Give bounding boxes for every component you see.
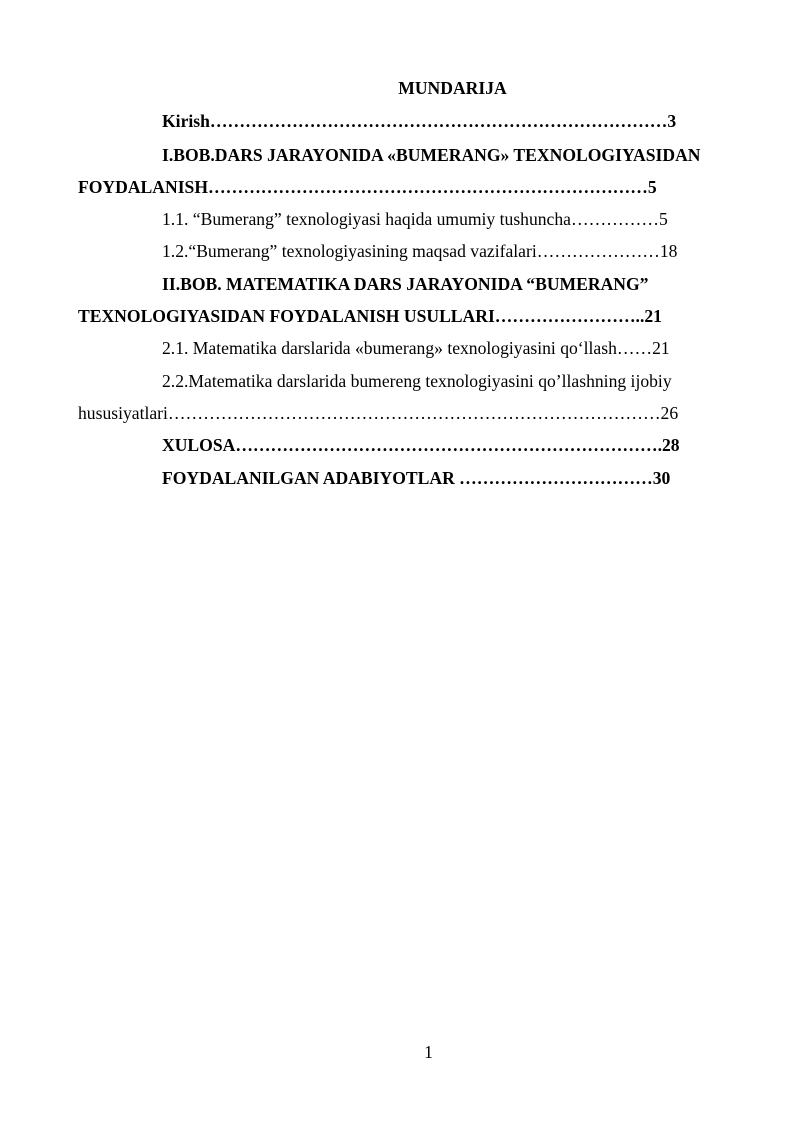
toc-title: MUNDARIJA: [398, 78, 507, 98]
toc-entry-chapter-2-line-1: II.BOB. MATEMATIKA DARS JARAYONIDA “BUMERANG”: [162, 274, 649, 294]
toc-entry-section-2-2-line-2: hususiyatlari…………………………………………………………………………26: [78, 403, 679, 423]
toc-entry-adabiyotlar: FOYDALANILGAN ADABIYOTLAR ……………………………30: [162, 468, 671, 488]
toc-entry-chapter-1-line-2: FOYDALANISH…………………………………………………………………5: [78, 177, 657, 197]
toc-entry-chapter-1-line-1: I.BOB.DARS JARAYONIDA «BUMERANG» TEXNOLOGIYASIDAN: [162, 145, 701, 165]
toc-entry-kirish: Kirish……………………………………………………………………3: [162, 111, 677, 131]
toc-entry-xulosa: XULOSA……………………………………………………………….28: [162, 435, 680, 455]
toc-entry-chapter-2-line-2: TEXNOLOGIYASIDAN FOYDALANISH USULLARI……………………..21: [78, 306, 662, 326]
toc-entry-section-1-2: 1.2.“Bumerang” texnologiyasining maqsad vazifalari…………………18: [162, 241, 678, 261]
toc-entry-section-1-1: 1.1. “Bumerang” texnologiyasi haqida umumiy tushuncha……………5: [162, 209, 668, 229]
toc-entry-section-2-2-line-1: 2.2.Matematika darslarida bumereng texnologiyasini qo’llashning ijobiy: [162, 371, 672, 391]
page-number: 1: [424, 1042, 433, 1062]
toc-entry-section-2-1: 2.1. Matematika darslarida «bumerang» texnologiyasini qo‘llash……21: [162, 338, 670, 358]
